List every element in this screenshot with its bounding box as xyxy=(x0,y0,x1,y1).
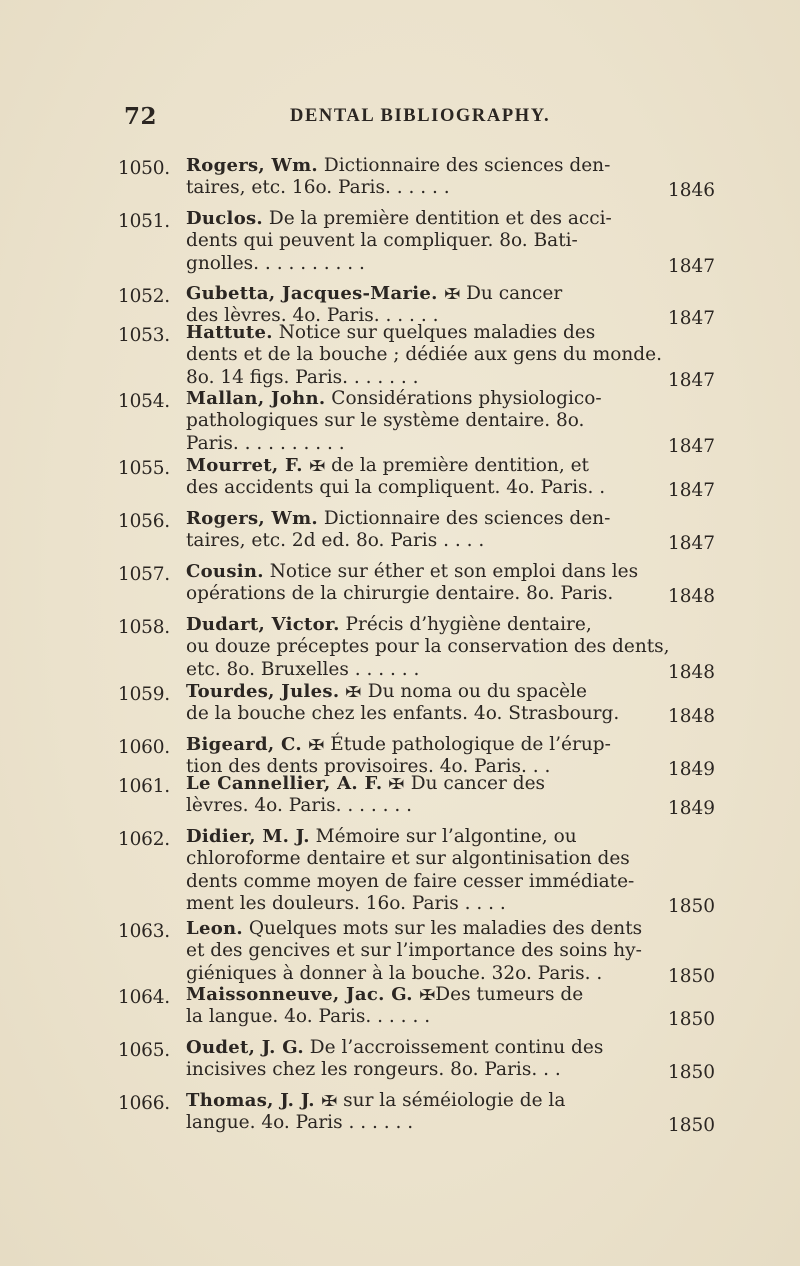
entry-author: Tourdes, Jules. xyxy=(186,681,340,702)
entry-year: 1847 xyxy=(668,435,716,457)
entry-year: 1846 xyxy=(668,180,716,202)
entry-author: Cousin. xyxy=(186,561,264,582)
entry-author: Dudart, Victor. xyxy=(186,614,340,635)
entry-text-line xyxy=(186,454,656,478)
page-number: 72 xyxy=(124,103,158,130)
entry-author: Mallan, John. xyxy=(186,388,326,409)
entry-text: Considérations physiologico- xyxy=(325,388,602,409)
entry-number: 1058. xyxy=(118,617,170,638)
entry-number: 1063. xyxy=(118,921,170,942)
thesis-mark-icon: ✠ xyxy=(418,986,436,1004)
entry-text: Étude pathologique de l’érup- xyxy=(324,734,611,755)
entry-text-line xyxy=(186,635,670,659)
thesis-mark-icon: ✠ xyxy=(443,285,461,303)
entry-author: Mourret, F. xyxy=(186,455,303,476)
page-header xyxy=(118,103,718,135)
entry-text: gnolles. . . . . . . . . . xyxy=(186,252,365,274)
entry-text: des accidents qui la compliquent. 4o. Paris. . xyxy=(186,477,606,499)
entry-text-line xyxy=(186,366,656,390)
entry-text-line xyxy=(186,154,656,178)
entry-text-line xyxy=(186,680,656,704)
entry-text: Précis d’hygiène dentaire, xyxy=(339,614,592,635)
entry-year: 1847 xyxy=(668,533,716,555)
entry-year: 1847 xyxy=(668,480,716,502)
entry-text-line xyxy=(186,409,656,433)
entry-number: 1056. xyxy=(118,511,170,532)
entry-text: de la bouche chez les enfants. 4o. Strasbourg. xyxy=(186,703,620,725)
entry-author: Thomas, J. J. xyxy=(186,1090,315,1111)
entry-year: 1847 xyxy=(668,255,716,277)
entry-text-line xyxy=(186,825,656,849)
entry-author: Bigeard, C. xyxy=(186,734,302,755)
entry-number: 1060. xyxy=(118,737,170,758)
entry-number: 1052. xyxy=(118,286,170,307)
entry-text: et des gencives et sur l’importance des soins hy- xyxy=(186,940,642,962)
entry-text: De l’accroissement continu des xyxy=(303,1037,604,1058)
entry-year: 1850 xyxy=(668,1009,716,1031)
entry-text-line xyxy=(186,983,656,1007)
thesis-mark-icon: ✠ xyxy=(307,736,325,754)
entry-text: lèvres. 4o. Paris. . . . . . . xyxy=(186,795,413,817)
entry-text-line xyxy=(186,229,656,253)
entry-text-line xyxy=(186,1005,656,1029)
entry-number: 1064. xyxy=(118,987,170,1008)
entry-text: ment les douleurs. 16o. Paris . . . . xyxy=(186,892,506,914)
entry-number: 1051. xyxy=(118,211,170,232)
entry-number: 1059. xyxy=(118,684,170,705)
entry-text-line xyxy=(186,560,656,584)
entry-author: Rogers, Wm. xyxy=(186,155,318,176)
entry-author: Gubetta, Jacques-Marie. xyxy=(186,283,438,304)
entry-author: Le Cannellier, A. F. xyxy=(186,773,383,794)
entry-year: 1850 xyxy=(668,1115,716,1137)
entry-number: 1057. xyxy=(118,564,170,585)
thesis-mark-icon: ✠ xyxy=(345,683,362,701)
entry-text-line xyxy=(186,917,656,941)
entry-year: 1849 xyxy=(668,759,716,781)
entry-text: dents et de la bouche ; dédiée aux gens du monde. xyxy=(186,344,662,366)
entry-text-line xyxy=(186,892,656,916)
entry-text: Du cancer des xyxy=(404,773,546,794)
entry-year: 1847 xyxy=(668,308,716,330)
entry-text: Notice sur quelques maladies des xyxy=(272,322,596,343)
entry-number: 1055. xyxy=(118,458,170,479)
entry-text-line xyxy=(186,432,656,456)
entry-text-line xyxy=(186,582,656,606)
entry-number: 1062. xyxy=(118,829,170,850)
entry-text: langue. 4o. Paris . . . . . . xyxy=(186,1112,414,1134)
entry-year: 1849 xyxy=(668,798,716,820)
thesis-mark-icon: ✠ xyxy=(308,457,326,475)
entry-text: Paris. . . . . . . . . . xyxy=(186,432,345,454)
entry-year: 1848 xyxy=(668,706,716,728)
entry-text-line xyxy=(186,529,656,553)
entry-text: dents qui peuvent la compliquer. 8o. Bati- xyxy=(186,230,578,252)
entry-text-line xyxy=(186,1089,656,1113)
entry-text: opérations de la chirurgie dentaire. 8o. Paris. xyxy=(186,583,614,605)
entry-author: Didier, M. J. xyxy=(186,826,310,847)
entry-text-line xyxy=(186,507,656,531)
entry-number: 1054. xyxy=(118,391,170,412)
thesis-mark-icon: ✠ xyxy=(320,1092,338,1110)
entry-year: 1847 xyxy=(668,369,716,391)
entry-year: 1850 xyxy=(668,965,716,987)
entry-text: etc. 8o. Bruxelles . . . . . . xyxy=(186,658,420,680)
entry-author: Duclos. xyxy=(186,208,264,229)
entry-text: Dictionnaire des sciences den- xyxy=(317,508,611,529)
entry-author: Hattute. xyxy=(186,322,273,343)
entry-text: Dictionnaire des sciences den- xyxy=(317,155,611,176)
entry-number: 1066. xyxy=(118,1093,170,1114)
entry-year: 1848 xyxy=(668,661,716,683)
entry-text: Des tumeurs de xyxy=(435,984,584,1005)
entry-text: 8o. 14 figs. Paris. . . . . . . xyxy=(186,366,419,388)
entry-text: Notice sur éther et son emploi dans les xyxy=(263,561,639,582)
entry-text-line xyxy=(186,772,656,796)
entry-text: de la première dentition, et xyxy=(325,455,589,476)
entry-text: des lèvres. 4o. Paris. . . . . . xyxy=(186,305,439,327)
entry-text: Du noma ou du spacèle xyxy=(361,681,588,702)
entry-text: dents comme moyen de faire cesser immédiate- xyxy=(186,870,635,892)
entry-text: giéniques à donner à la bouche. 32o. Paris. . xyxy=(186,962,603,984)
thesis-mark-icon: ✠ xyxy=(388,775,405,793)
entry-text: tion des dents provisoires. 4o. Paris. . . xyxy=(186,756,551,778)
entry-text: taires, etc. 2d ed. 8o. Paris . . . . xyxy=(186,530,485,552)
entry-text-line xyxy=(186,476,656,500)
entry-text-line xyxy=(186,176,656,200)
entry-year: 1850 xyxy=(668,895,716,917)
entry-text: Quelques mots sur les maladies des dents xyxy=(242,918,643,939)
entry-text: ou douze préceptes pour la conservation des dents, xyxy=(186,636,670,658)
entry-number: 1053. xyxy=(118,325,170,346)
entry-text-line xyxy=(186,658,656,682)
entry-text-line xyxy=(186,847,656,871)
entry-text: Du cancer xyxy=(460,283,563,304)
entry-text-line xyxy=(186,282,656,306)
entry-year: 1848 xyxy=(668,586,716,608)
entry-text: chloroforme dentaire et sur algontinisation des xyxy=(186,848,630,870)
entry-text-line xyxy=(186,733,656,757)
entry-number: 1065. xyxy=(118,1040,170,1061)
entry-text: incisives chez les rongeurs. 8o. Paris. . . xyxy=(186,1059,561,1081)
entry-number: 1061. xyxy=(118,776,170,797)
entry-text-line xyxy=(186,794,656,818)
entry-text-line xyxy=(186,207,656,231)
entry-text: Mémoire sur l’algontine, ou xyxy=(309,826,577,847)
entry-text-line xyxy=(186,1036,656,1060)
entry-text: sur la séméiologie de la xyxy=(337,1090,566,1111)
entry-text: taires, etc. 16o. Paris. . . . . . xyxy=(186,177,450,199)
entry-text-line xyxy=(186,252,656,276)
entry-text-line xyxy=(186,702,656,726)
entry-text-line xyxy=(186,343,662,367)
entry-text-line xyxy=(186,939,656,963)
entry-author: Oudet, J. G. xyxy=(186,1037,304,1058)
entry-text-line xyxy=(186,1058,656,1082)
entry-text-line xyxy=(186,870,656,894)
entry-number: 1050. xyxy=(118,158,170,179)
entry-text-line xyxy=(186,962,656,986)
entry-year: 1850 xyxy=(668,1062,716,1084)
entry-author: Leon. xyxy=(186,918,243,939)
entry-author: Rogers, Wm. xyxy=(186,508,318,529)
entry-author: Maissonneuve, Jac. G. xyxy=(186,984,413,1005)
entry-text: la langue. 4o. Paris. . . . . . xyxy=(186,1006,431,1028)
entry-text-line xyxy=(186,321,656,345)
entry-text: De la première dentition et des acci- xyxy=(263,208,612,229)
entry-text-line xyxy=(186,613,656,637)
entry-text-line xyxy=(186,1111,656,1135)
entry-text: pathologiques sur le système dentaire. 8o. xyxy=(186,410,585,432)
entry-text-line xyxy=(186,387,656,411)
running-title: DENTAL BIBLIOGRAPHY. xyxy=(290,106,551,126)
